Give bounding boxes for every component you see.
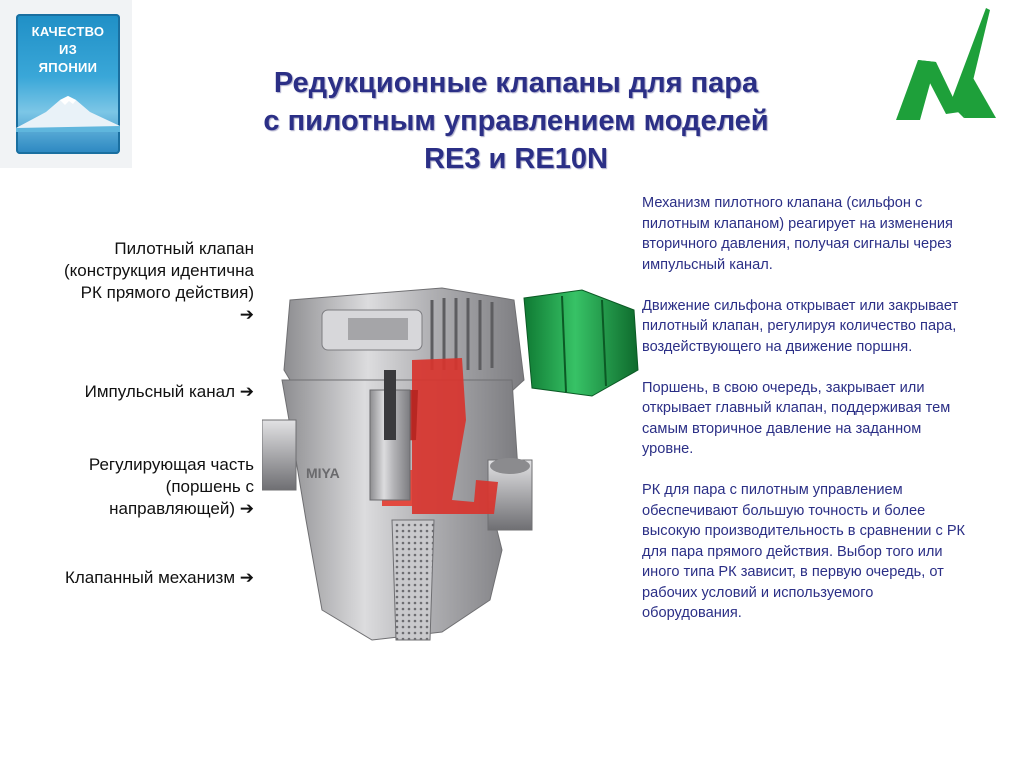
badge-line-3: ЯПОНИИ	[38, 60, 98, 75]
label-pilot-valve-line-3: РК прямого действия)	[80, 283, 254, 302]
title-line-1: Редукционные клапаны для пара	[273, 67, 759, 99]
description-paragraph-1: Механизм пилотного клапана (сильфон с пилотным клапаном) реагирует на изменения вторичного давления, получая сигналы через импульсный канал.	[642, 195, 953, 273]
label-pilot-valve-line-2: (конструкция идентична	[63, 261, 254, 280]
description-paragraph-3: Поршень, в свою очередь, закрывает или открывает главный клапан, поддерживая тем самым вторичное давление на заданном уровне.	[642, 379, 951, 457]
badge-line-2: ИЗ	[58, 42, 78, 57]
body-marking: MIYA	[306, 465, 340, 481]
label-valve-mechanism-text: Клапанный механизм	[64, 568, 236, 587]
label-pilot-valve-line-1: Пилотный клапан	[114, 239, 254, 258]
label-regulating-part-line-2: (поршень с	[165, 477, 254, 496]
right-arrow-icon: ➔	[239, 568, 254, 587]
badge-line-1: КАЧЕСТВО	[31, 24, 105, 39]
label-regulating-part-line-1: Регулирующая часть	[88, 455, 254, 474]
label-valve-mechanism	[65, 567, 254, 589]
valve-cutaway-icon	[262, 270, 642, 670]
right-arrow-icon: ➔	[239, 499, 254, 518]
label-impulse-channel	[85, 381, 254, 403]
title-line-3: RE3 и RE10N	[424, 143, 608, 175]
badge-panel	[16, 14, 120, 154]
quality-badge	[0, 0, 132, 168]
description-panel	[642, 193, 972, 644]
label-regulating-part	[89, 454, 254, 520]
description-paragraph-4: РК для пара с пилотным управлением обеспечивают большую точность и более высокую производительность в сравнении с РК для пара прямого действия. Выбор того или иного типа РК зависит, в первую очередь, от рабочих условий и используемого оборудования.	[642, 482, 966, 621]
mountain-icon	[16, 82, 120, 132]
right-arrow-icon: ➔	[239, 382, 254, 401]
company-logo-icon	[890, 0, 1000, 125]
label-impulse-channel-text: Импульсный канал	[84, 382, 236, 401]
title-line-2: с пилотным управлением моделей	[263, 105, 769, 137]
page-title	[200, 64, 832, 178]
description-paragraph-2: Движение сильфона открывает или закрывает пилотный клапан, регулируя количество пара, воздействующего на движение поршня.	[642, 297, 959, 355]
label-pilot-valve	[64, 238, 254, 326]
right-arrow-icon: ➔	[239, 305, 254, 324]
label-regulating-part-line-3: направляющей)	[109, 499, 236, 518]
